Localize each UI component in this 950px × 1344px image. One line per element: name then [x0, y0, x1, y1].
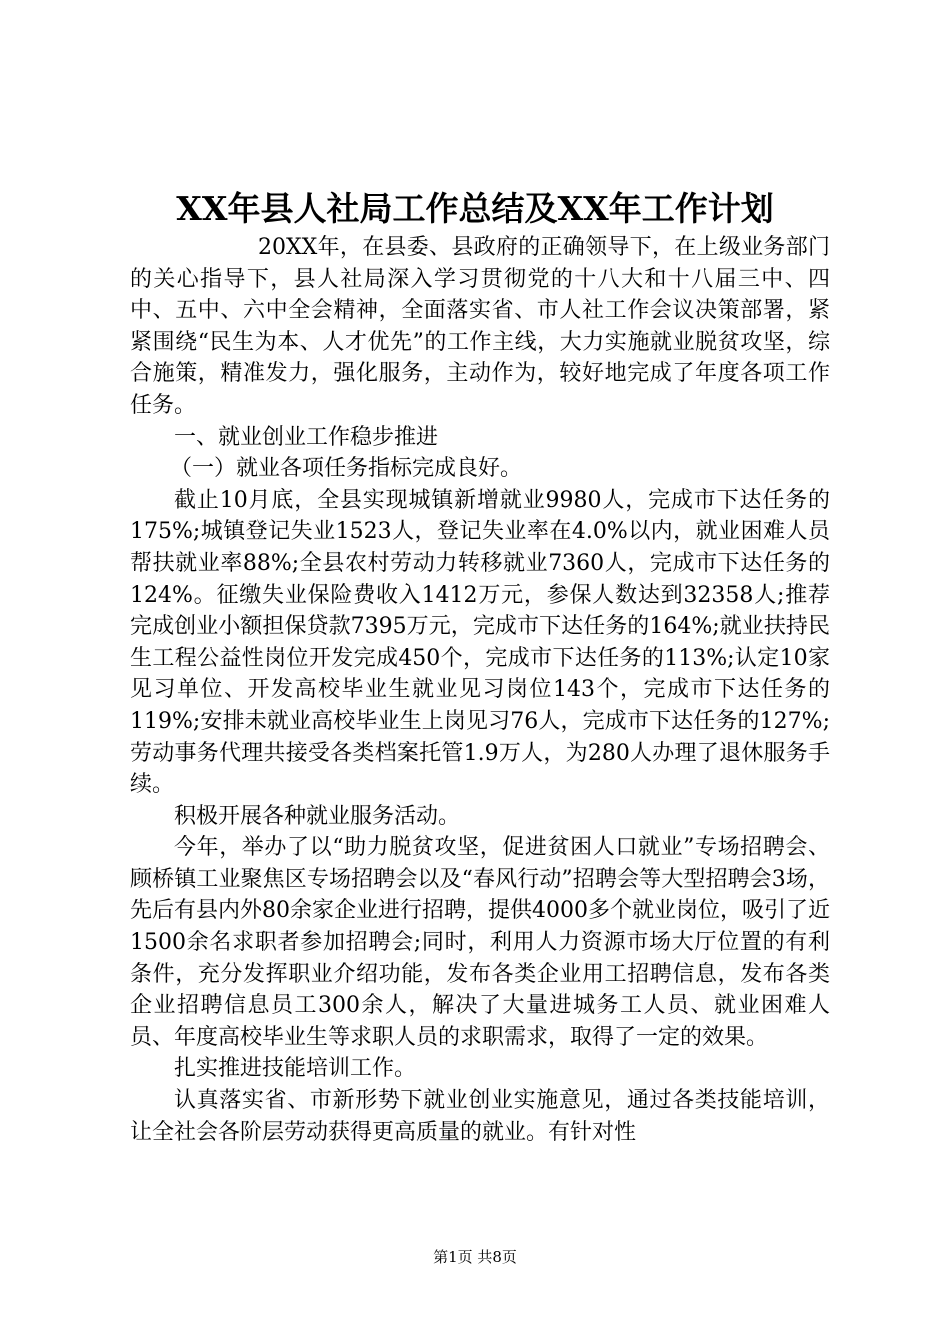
skills-training-heading: 扎实推进技能培训工作。	[174, 1056, 417, 1082]
job-fairs-paragraph: 今年，举办了以“助力脱贫攻坚，促进贫困人口就业”专场招聘会、顾桥镇工业聚焦区专场招聘会以及“春风行动”招聘会等大型招聘会3场，先后有县内外80余家企业进行招聘，提供4000多个就业岗位，吸引了近1500余名求职者参加招聘会;同时，利用人力资源市场大厅位置的有利条件，充分发挥职业介绍功能，发布各类企业用工招聘信息，发布各类企业招聘信息员工300余人，解决了大量进城务工人员、就业困难人员、年度高校毕业生等求职人员的求职需求，取得了一定的效果。	[130, 835, 830, 1050]
subsection-heading: （一）就业各项任务指标完成良好。	[170, 456, 523, 482]
section-heading: 一、就业创业工作稳步推进	[174, 424, 439, 450]
page-footer: 第1页 共8页	[433, 1248, 517, 1266]
intro-paragraph: 20XX年，在县委、县政府的正确领导下，在上级业务部门的关心指导下，县人社局深入学习贯彻党的十八大和十八届三中、四中、五中、六中全会精神，全面落实省、市人社工作会议决策部署，紧紧围绕“民生为本、人才优先”的工作主线，大力实施就业脱贫攻坚，综合施策，精准发力，强化服务，主动作为，较好地完成了年度各项工作任务。	[130, 235, 830, 418]
document-body	[130, 232, 830, 1148]
document-title: XX年县人社局工作总结及XX年工作计划	[176, 189, 774, 228]
service-activities-heading: 积极开展各种就业服务活动。	[174, 803, 461, 829]
skills-training-paragraph: 认真落实省、市新形势下就业创业实施意见，通过各类技能培训，让全社会各阶层劳动获得更高质量的就业。有针对性	[130, 1088, 830, 1145]
employment-stats-paragraph: 截止10月底，全县实现城镇新增就业9980人，完成市下达任务的175%;城镇登记失业1523人，登记失业率在4.0%以内，就业困难人员帮扶就业率88%;全县农村劳动力转移就业7360人，完成市下达任务的124%。征缴失业保险费收入1412万元，参保人数达到32358人;推荐完成创业小额担保贷款7395万元，完成市下达任务的164%;就业扶持民生工程公益性岗位开发完成450个，完成市下达任务的113%;认定10家见习单位、开发高校毕业生就业见习岗位143个，完成市下达任务的119%;安排未就业高校毕业生上岗见习76人，完成市下达任务的127%;劳动事务代理共接受各类档案托管1.9万人，为280人办理了退休服务手续。	[130, 487, 830, 798]
